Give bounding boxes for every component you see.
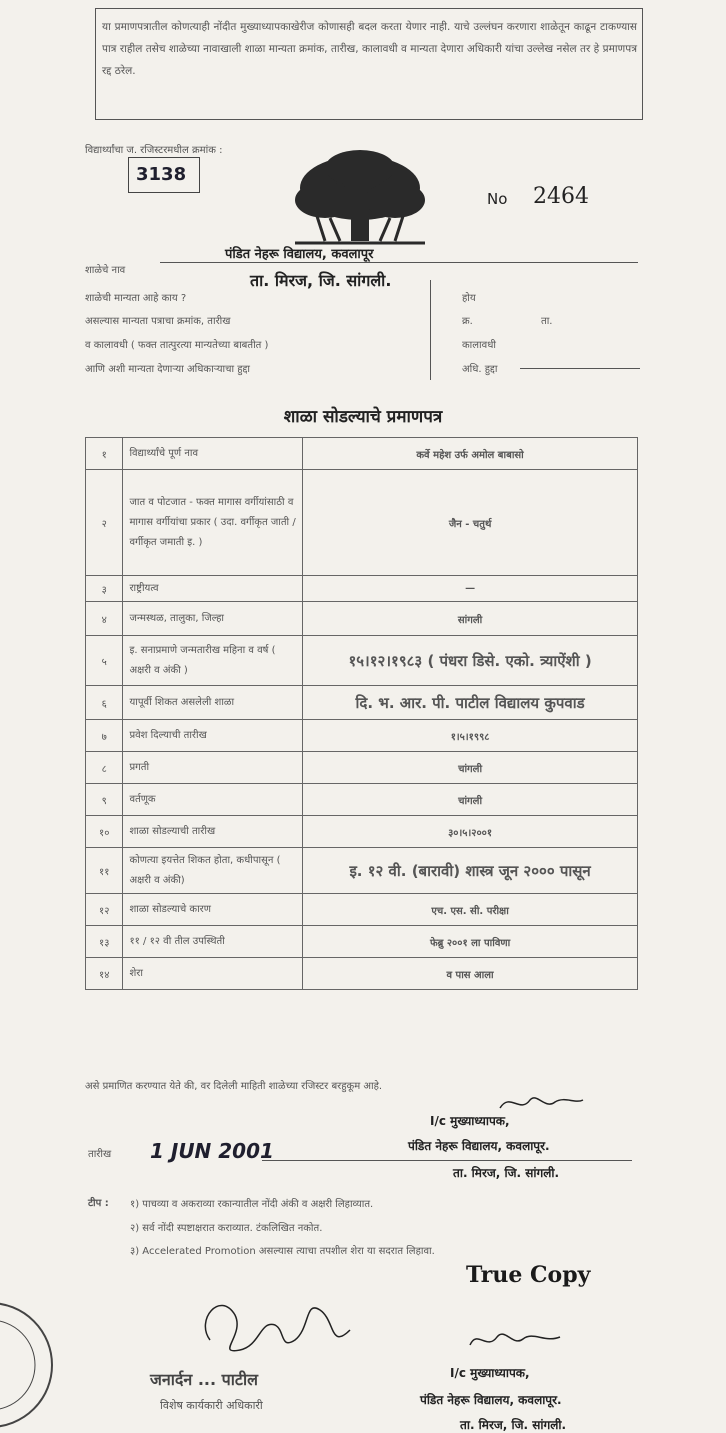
row-value: १।५।१९९८ [303, 720, 638, 752]
row-number: ८ [86, 752, 123, 784]
school-name-value: पंडित नेहरू विद्यालय, कवलापूर [225, 247, 374, 262]
certificate-no-value: 2464 [533, 184, 589, 209]
row-label: विद्यार्थ्यांचे पूर्ण नाव [123, 438, 303, 470]
row-label: शेरा [123, 958, 303, 990]
notes-label: टीप : [88, 1198, 109, 1209]
row-label: शाळा सोडल्याची तारीख [123, 816, 303, 848]
note-1: १) पाचव्या व अकराव्या रकान्यातील नोंदी अंकी व अक्षरी लिहाव्यात. [130, 1199, 374, 1210]
row-label: यापूर्वी शिकत असलेली शाळा [123, 686, 303, 720]
headmaster-line3: ता. मिरज, जि. सांगली. [453, 1166, 560, 1180]
table-row [86, 636, 638, 686]
table-row [86, 752, 638, 784]
true-copy-stamp: True Copy [466, 1262, 591, 1288]
table-row [86, 848, 638, 894]
row-value: एच. एस. सी. परीक्षा [303, 894, 638, 926]
row-label: ११ / १२ वी तील उपस्थिती [123, 926, 303, 958]
date-label: ता. [541, 316, 553, 327]
period-question: व कालावधी ( फक्त तात्पुरत्या मान्यतेच्या बाबतीत ) [85, 340, 269, 351]
officer-question: आणि अशी मान्यता देणाऱ्या अधिकाऱ्याचा हुद्दा [85, 364, 250, 375]
table-row [86, 816, 638, 848]
row-label: वर्तणूक [123, 784, 303, 816]
row-label: इ. सनाप्रमाणे जन्मतारीख महिना व वर्ष ( अक्षरी व अंकी ) [123, 636, 303, 686]
note-3: ३) Accelerated Promotion असल्यास त्याचा तपशील शेरा या सदरात लिहावा. [130, 1246, 435, 1257]
row-number: १० [86, 816, 123, 848]
row-number: ३ [86, 576, 123, 602]
headmaster-line1: I/c मुख्याध्यापक, [430, 1114, 510, 1128]
row-number: १२ [86, 894, 123, 926]
row-value: चांगली [303, 752, 638, 784]
row-value: दि. भ. आर. पी. पाटील विद्यालय कुपवाड [303, 686, 638, 720]
table-row [86, 720, 638, 752]
headmaster2-signature-icon [465, 1325, 565, 1355]
row-value: कर्वे महेश उर्फ अमोल बाबासो [303, 438, 638, 470]
period-label: कालावधी [462, 340, 496, 351]
row-number: १४ [86, 958, 123, 990]
row-label: जन्मस्थळ, तालुका, जिल्हा [123, 602, 303, 636]
table-row [86, 958, 638, 990]
officer-name: जनार्दन ... पाटील [150, 1370, 258, 1389]
notice-text: या प्रमाणपत्रातील कोणत्याही नोंदीत मुख्याध्यापकाखेरीज कोणासही बदल करता येणार नाही. याचे उल्लंघन करणारा शाळेतून काढून टाकण्यास पात्र राहील तसेच शाळेच्या नावाखाली शाळा मान्यता क्रमांक, तारीख, कालावधी व मान्यता देणारा अधिकारी यांचा उल्लेख नसेल तर हे प्रमाणपत्र रद्द ठरेल. [102, 21, 637, 77]
no-label: क्र. [462, 316, 473, 327]
row-value: — [303, 576, 638, 602]
table-row [86, 470, 638, 576]
officer-signature-icon [190, 1280, 360, 1370]
headmaster2-line3: ता. मिरज, जि. सांगली. [460, 1418, 567, 1432]
recognised-answer: होय [462, 293, 476, 304]
round-seal-icon [0, 1290, 60, 1433]
table-row [86, 926, 638, 958]
school-taluka: ता. मिरज, जि. सांगली. [250, 271, 392, 290]
date-stamp: 1 JUN 2001 [150, 1139, 274, 1163]
row-number: ५ [86, 636, 123, 686]
table-row [86, 602, 638, 636]
officer-line [520, 368, 640, 369]
row-value: इ. १२ वी. (बारावी) शास्त्र जून २००० पासून [303, 848, 638, 894]
row-value: जैन - चतुर्थ [303, 470, 638, 576]
certificate-no-label: No [487, 190, 508, 208]
certificate-table [85, 437, 638, 990]
school-name-line [160, 262, 638, 263]
school-name-label: शाळेचे नाव [85, 265, 126, 276]
recognised-question: शाळेची मान्यता आहे काय ? [85, 293, 187, 304]
register-label: विद्यार्थ्यांचा ज. रजिस्टरमधील क्रमांक : [85, 145, 223, 156]
row-value: सांगली [303, 602, 638, 636]
row-label: प्रवेश दिल्याची तारीख [123, 720, 303, 752]
date-label: तारीख [88, 1149, 112, 1160]
table-row [86, 438, 638, 470]
row-number: १३ [86, 926, 123, 958]
row-number: ६ [86, 686, 123, 720]
row-value: १५।१२।१९८३ ( पंधरा डिसे. एको. त्र्याऐंशी ) [303, 636, 638, 686]
row-value: ३०।५।२००१ [303, 816, 638, 848]
row-label: कोणत्या इयत्तेत शिकत होता, कधीपासून ( अक्षरी व अंकी) [123, 848, 303, 894]
row-number: २ [86, 470, 123, 576]
row-label: प्रगती [123, 752, 303, 784]
note-2: २) सर्व नोंदी स्पष्टाक्षरात कराव्यात. टंकलिखित नकोत. [130, 1223, 323, 1234]
table-row [86, 576, 638, 602]
row-number: ४ [86, 602, 123, 636]
row-number: ११ [86, 848, 123, 894]
no-date-question: असल्यास मान्यता पत्राचा क्रमांक, तारीख [85, 316, 231, 327]
table-row [86, 784, 638, 816]
row-value: चांगली [303, 784, 638, 816]
row-value: फेब्रु २००१ ला पाविणा [303, 926, 638, 958]
officer-title: विशेष कार्यकारी अधिकारी [160, 1399, 263, 1412]
school-divider [430, 280, 431, 380]
row-value: व पास आला [303, 958, 638, 990]
attest-text: असे प्रमाणित करण्यात येते की, वर दिलेली माहिती शाळेच्या रजिस्टर बरहुकूम आहे. [85, 1081, 383, 1092]
headmaster-line2: पंडित नेहरू विद्यालय, कवलापूर. [408, 1139, 550, 1153]
certificate-title: शाळा सोडल्याचे प्रमाणपत्र [283, 407, 443, 427]
row-number: ७ [86, 720, 123, 752]
date-line [262, 1160, 632, 1161]
table-row [86, 894, 638, 926]
row-label: जात व पोटजात - फक्त मागास वर्गीयांसाठी व मागास वर्गीयांचा प्रकार ( उदा. वर्गीकृत जाती / वर्गीकृत जमाती इ. ) [123, 470, 303, 576]
row-label: शाळा सोडल्याचे कारण [123, 894, 303, 926]
row-label: राष्ट्रीयत्व [123, 576, 303, 602]
register-number: 3138 [136, 164, 187, 185]
headmaster2-line1: I/c मुख्याध्यापक, [450, 1366, 530, 1380]
row-number: १ [86, 438, 123, 470]
headmaster2-line2: पंडित नेहरू विद्यालय, कवलापूर. [420, 1393, 562, 1407]
table-row [86, 686, 638, 720]
officer-label: अधि. हुद्दा [462, 364, 498, 375]
tree-emblem-icon [285, 148, 435, 248]
row-number: ९ [86, 784, 123, 816]
